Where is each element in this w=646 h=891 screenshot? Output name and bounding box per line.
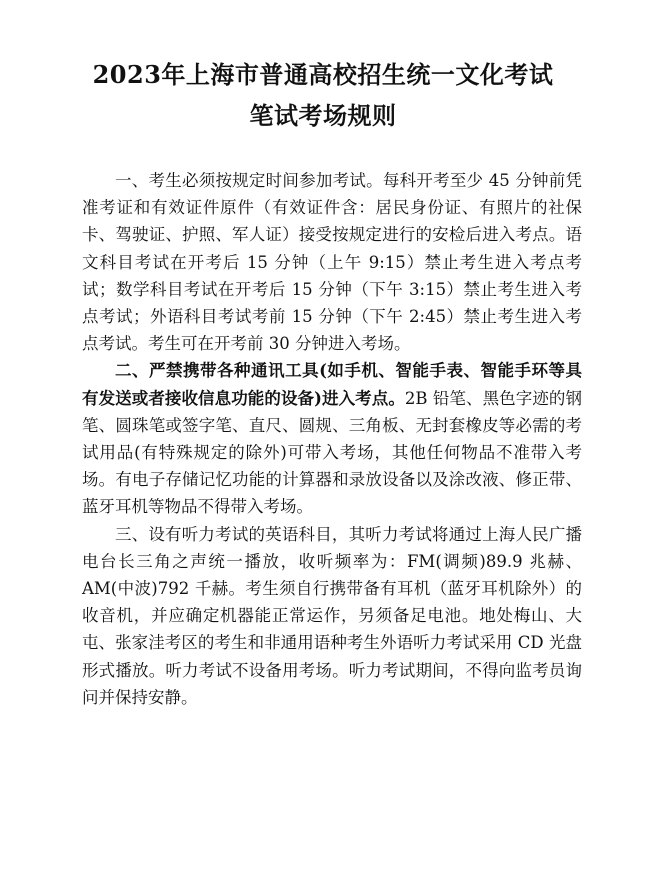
document-title-line-2: 笔试考场规则 <box>249 101 397 130</box>
paragraph-3 <box>82 521 582 711</box>
paragraph-2 <box>82 357 582 520</box>
paragraph-3-text: 三、设有听力考试的英语科目，其听力考试将通过上海人民广播电台长三角之声统一播放，收听频率为：FM(调频)89.9 兆赫、AM(中波)792 千赫。考生须自行携带备有耳机（蓝牙耳机除外）的收音机，并应确定机器能正常运作，另须备足电池。地处梅山、大屯、张家洼考区的考生和非通用语种考生外语听力考试采用 CD 光盘形式播放。听力考试不设备用考场。听力考试期间，不得向监考员询问并保持安静。 <box>82 524 582 707</box>
document-body <box>82 167 582 711</box>
paragraph-1-text: 一、考生必须按规定时间参加考试。每科开考至少 45 分钟前凭准考证和有效证件原件（有效证件含：居民身份证、有照片的社保卡、驾驶证、护照、军人证）接受按规定进行的安检后进入考点。语文科目考试在开考后 15 分钟（上午 9:15）禁止考生进入考点考试；数学科目考试在开考后 15 分钟（下午 3:15）禁止考生进入考点考试；外语科目考试考前 15 分钟（下午 2:45）禁止考生进入考点考试。考生可在开考前 30 分钟进入考场。 <box>82 171 582 354</box>
document-title-line-1: 2023年上海市普通高校招生统一文化考试 <box>92 60 554 89</box>
paragraph-2-bold: 二、严禁携带各种通讯工具(如手机、智能手表、智能手环等具有发送或者接收信息功能的设备)进入考点。 <box>82 361 582 408</box>
paragraph-2-text: 2B 铅笔、黑色字迹的钢笔、圆珠笔或签字笔、直尺、圆规、三角板、无封套橡皮等必需的考试用品(有特殊规定的除外)可带入考场，其他任何物品不准带入考场。有电子存储记忆功能的计算器和录放设备以及涂改液、修正带、蓝牙耳机等物品不得带入考场。 <box>82 388 582 517</box>
paragraph-1 <box>82 167 582 357</box>
